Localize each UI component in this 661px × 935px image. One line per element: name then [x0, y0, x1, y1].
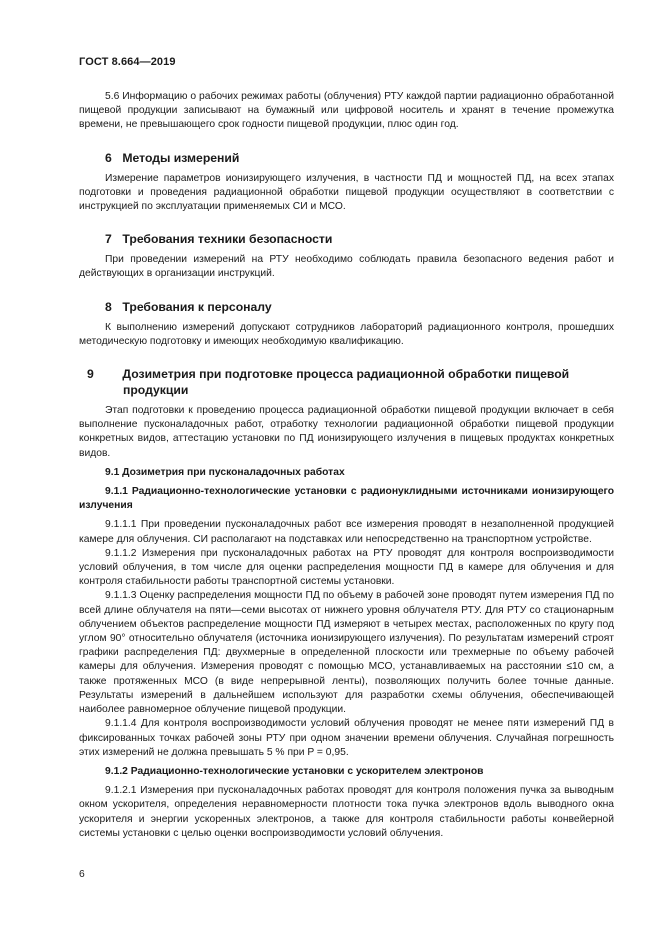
section-8-heading	[79, 299, 614, 315]
section-9-heading	[79, 366, 614, 398]
section-6-text: Измерение параметров ионизирующего излучения, в частности ПД и мощностей ПД, на всех этапах подготовки и проведения радиационной обработки пищевой продукции осуществляют в соответствии с инструкцией по эксплуатации применяемых СИ и МСО.	[79, 172, 614, 213]
paragraph-9-1-1-3: 9.1.1.3 Оценку распределения мощности ПД по объему в рабочей зоне проводят путем измерения ПД по всей длине облучателя на пяти—семи высотах от нижнего уровня облучателя РТУ. Для РТУ со стационарным облучением объектов распределение мощности ПД измеряют в четырех местах, расположенных по кругу под углом 90° относительно облучателя (источника ионизирующего излучения). По результатам измерений строят графики распределения ПД: двухмерные в определенной плоскости или трехмерные по объему рабочей камеры для облучения. Измерения проводят с помощью МСО, устанавливаемых на расстоянии ≤10 см, а также протяженных МСО (в виде непрерывной ленты), позволяющих получить более точные данные. Результаты измерений в дальнейшем используют для разработки схемы облучения, обеспечивающей наиболее равномерное облучение пищевой продукции.	[79, 590, 614, 716]
paragraph-9-1-1-2: 9.1.1.2 Измерения при пусконаладочных работах на РТУ проводят для контроля воспроизводимости условий облучения, в том числе для оценки распределения мощности ПД в камере для облучения и для контроля стабильности работы транспортной системы установки.	[79, 547, 614, 588]
section-number: 8	[105, 299, 112, 314]
section-7-text: При проведении измерений на РТУ необходимо соблюдать правила безопасного ведения работ и действующих в организации инструкций.	[79, 254, 614, 280]
paragraph-9-1-2-1: 9.1.2.1 Измерения при пусконаладочных работах проводят для контроля положения пучка за выводным окном ускорителя, определения неравномерности плотности тока пучка электронов вдоль выводного окна ускорителя и энергии ускоренных электронов, а также для контроля стабильности работы конвейерной системы установки с целью оценки воспроизводимости условий облучения.	[79, 785, 614, 839]
section-number: 9	[87, 367, 94, 382]
section-number: 6	[105, 150, 112, 165]
section-9-intro: Этап подготовки к проведению процесса радиационной обработки пищевой продукции включает в себя выполнение пусконаладочных работ, отработку технологии радиационной обработки пищевой продукции конкретных видов, аттестацию установки по ПД ионизирующего излучения в пищевых продуктах конкретных видов.	[79, 405, 614, 459]
section-title: Методы измерений	[122, 150, 240, 165]
page-content	[79, 90, 614, 841]
paragraph-9-1-1-1: 9.1.1.1 При проведении пусконаладочных работ все измерения проводят в незаполненной продукцией камере для облучения. СИ располагают на подставках или непосредственно на транспортном устройстве.	[79, 519, 614, 545]
section-title: Требования техники безопасности	[122, 232, 333, 247]
section-title: Требования к персоналу	[122, 299, 272, 314]
section-7-heading	[79, 231, 614, 247]
paragraph-5-6: 5.6 Информацию о рабочих режимах работы (облучения) РТУ каждой партии радиационно обработанной пищевой продукции записывают на бумажный или цифровой носитель и хранят в течение промежутка времени, не превышающего срок годности пищевой продукции, плюс один год.	[79, 91, 614, 131]
subsection-9-1-heading: 9.1 Дозиметрия при пусконаладочных работах	[105, 466, 345, 478]
section-title: Дозиметрия при подготовке процесса радиационной обработки пищевой продукции	[122, 367, 570, 398]
subsection-9-1-1-heading: 9.1.1 Радиационно-технологические установки с радионуклидными источниками ионизирующего излучения	[79, 486, 614, 512]
document-header: ГОСТ 8.664—2019	[79, 56, 176, 68]
page-number: 6	[79, 869, 85, 880]
section-number: 7	[105, 232, 112, 247]
paragraph-9-1-1-4: 9.1.1.4 Для контроля воспроизводимости условий облучения проводят не менее пяти измерений ПД в фиксированных точках рабочей зоны РТУ при одном значении времени облучения. Случайная погрешность этих измерений не должна превышать 5 % при P = 0,95.	[79, 718, 614, 758]
subsection-9-1-2-heading: 9.1.2 Радиационно-технологические установки с ускорителем электронов	[105, 765, 484, 777]
section-8-text: К выполнению измерений допускают сотрудников лабораторий радиационного контроля, прошедших методическую подготовку и имеющих необходимую квалификацию.	[79, 321, 614, 347]
section-6-heading	[79, 150, 614, 166]
